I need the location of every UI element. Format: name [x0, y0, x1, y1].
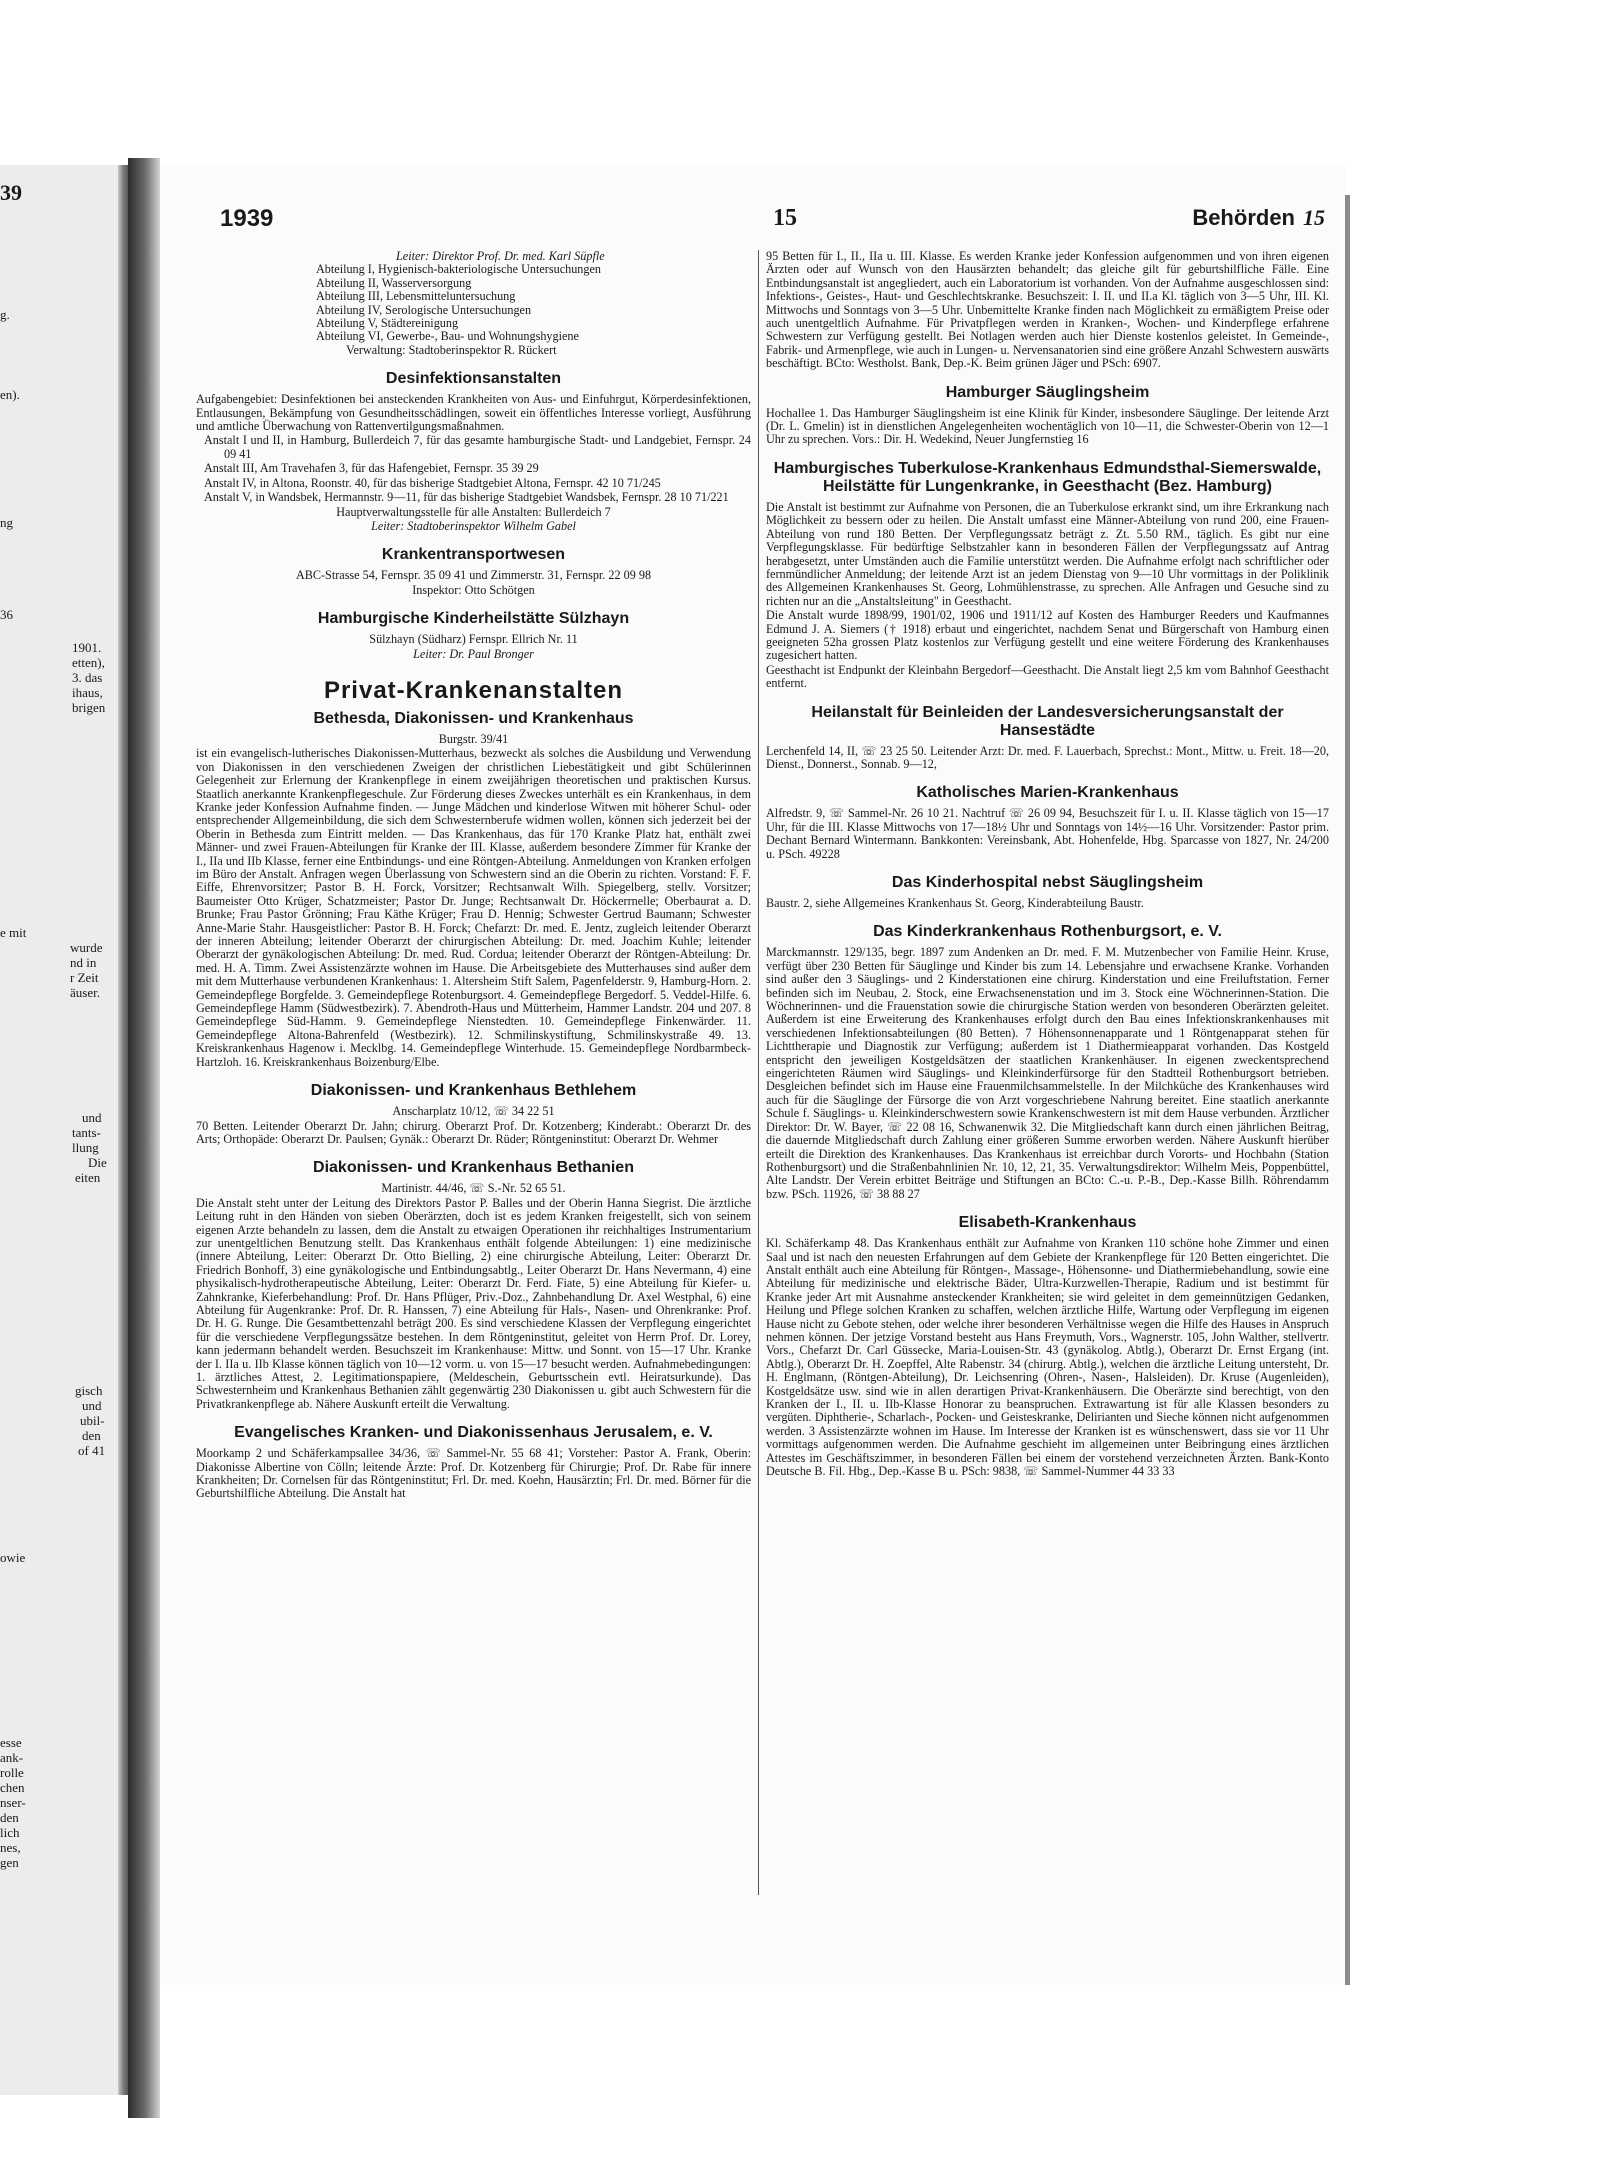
heading-elisabeth: Elisabeth-Krankenhaus	[958, 1214, 1137, 1232]
paragraph: Geesthacht ist Endpunkt der Kleinbahn Bergedorf—Geesthacht. Die Anstalt liegt 2,5 km vom Bahnhof Geesthacht entfernt.	[766, 662, 1329, 691]
paragraph: Martinistr. 44/46, ☏ S.-Nr. 52 65 51.	[381, 1181, 566, 1196]
paragraph: Leiter: Dr. Paul Bronger	[413, 646, 534, 661]
bleed-fragment: ng	[0, 515, 13, 530]
heading-jerusalem: Evangelisches Kranken- und Diakonissenhaus Jerusalem, e. V.	[234, 1424, 713, 1442]
paragraph: Moorkamp 2 und Schäferkampsallee 34/36, ☏ Sammel-Nr. 55 68 41; Vorsteher: Pastor A. Frank, Oberin: Diakonisse Albertine von Cölln; leitende Ärzte: Prof. Dr. Kotzenberg für Chirurgie; Prof. Dr. Rabe für innere Krankheiten; Dr. Cornelsen für das Röntgeninstitut; Frl. Dr. med. Koehn, Hausärztin; Frl. Dr. med. Börner für die Geburtshilfliche Abteilung. Die Anstalt hat	[196, 1446, 751, 1501]
list-item: Anstalt III, Am Travehafen 3, für das Hafengebiet, Fernspr. 35 39 29	[204, 461, 539, 476]
paragraph: ist ein evangelisch-lutherisches Diakonissen-Mutterhaus, bezweckt als solches die Ausbildung und Verwendung von Diakonissen in den verschiedenen Zweigen der christlichen Liebestätigkeit und gibt Schülerinnen Gelegenheit zur Erlernung der Krankenpflege in einem zweijährigen theoretischen und praktischen Kursus. Staatlich anerkannte Krankenpflegeschule. Zur Förderung dieses Zweckes unterhält es ein Krankenhaus, in dem Kranke jeder Konfession Aufnahme finden. — Junge Mädchen und kinderlose Witwen mit höherer Schul- oder entsprechender Allgemeinbildung, die sich dem Schwesternberufe widmen wollen, können sich jederzeit bei der Oberin in Bethesda zum Eintritt melden. — Das Krankenhaus, das für 170 Kranke Platz hat, enthält zwei Männer- und zwei Frauen-Abteilungen für Kranke der III. Klasse, außerdem besondere Zimmer für Kranke der I., IIa und IIb Klasse, ferner eine Entbindungs- und eine Röntgen-Abteilung. Anmeldungen von Kranken erfolgen im Büro der Anstalt. Anfragen wegen Überlassung von Schwestern sind an die Oberin zu richten. Vorstand: F. F. Eiffe, Ehrenvorsitzer; Pastor B. H. Forck, Vorsitzer; Rechtsanwalt Wilh. Spiegelberg, stellv. Vorsitzer; Baumeister Otto Krüger, Schatzmeister; Pastor Dr. Junge; Rechtsanwalt Dr. Höckerrnelle; Oberbaurat a. D. Brunke; Frau Pastor Grönning; Frau Käthe Krüger; Frau D. Hennig; Schwester Gertrud Baumann; Schwester Anne-Marie Stahr. Hausgeistlicher: Pastor B. H. Forck; Chefarzt: Dr. med. E. Jentz, zugleich leitender Oberarzt der inneren Abteilung; leitender Oberarzt der chirurgischen Abteilung: Dr. med. Joachim Kuhle; leitender Oberarzt der gynäkologischen Abteilung: Dr. med. Rud. Cordua; leitender Oberarzt der Röntgen-Abteilung: Dr. med. H. A. Timm. Zwei Assistenzärzte wohnen im Hause. Die Arbeitsgebiete des Mutterhauses sind außer dem mit dem Mutterhause verbundenen Krankenhaus: 1. Altersheim Stift Salem, Pagenfelderstr. 9, Hamburg-Horn. 2. Gemeindepflege Borgfelde. 3. Gemeindepflege Rotenburgsort. 4. Gemeindepflege Bergedorf. 5. Veddel-Hilfe. 6. Gemeindepflege Hamm (Südwestbezirk). 7. Abendroth-Haus und Mütterheim, Hammer Landstr. 204 und 207. 8 Gemeindepflege Süd-Hamm. 9. Gemeindepflege Nienstedten. 10. Gemeindepflege Finkenwärder. 11. Gemeindepflege Altona-Bahrenfeld (Westbezirk). 12. Schmilinskystiftung, Schmilinskystraße 49. 13. Kreiskrankenhaus Hagenow i. Mecklbg. 14. Gemeindepflege Winterhude. 15. Gemeindepflege Nordbarmbeck-Hartzloh. 16. Kreiskrankenhaus Boizenburg/Elbe.	[196, 746, 751, 1069]
bleed-fragment: chen	[0, 1780, 25, 1795]
heading-kinderhospital: Das Kinderhospital nebst Säuglingsheim	[891, 874, 1204, 891]
bleed-fragment: den	[0, 1810, 19, 1825]
page-header	[220, 205, 1325, 235]
heading-krankentransport: Krankentransportwesen	[381, 546, 566, 564]
column-divider	[758, 250, 759, 1895]
page-year: 1939	[220, 205, 274, 232]
bleed-fragment: 36	[0, 607, 13, 622]
heading-marien: Katholisches Marien-Krankenhaus	[916, 784, 1179, 802]
right-column	[766, 250, 1329, 1479]
bleed-fragment: lich	[0, 1825, 20, 1840]
paragraph: 70 Betten. Leitender Oberarzt Dr. Jahn; chirurg. Oberarzt Prof. Dr. Kotzenberg; Kinderabt.: Oberarzt Dr. des Arts; Orthopäde: Oberarzt Dr. Paulsen; Gynäk.: Oberarzt Dr. Rüder; Röntgeninstitut: Oberarzt Dr. Wehmer	[196, 1118, 751, 1146]
page-edge	[1345, 195, 1350, 1985]
bleed-fragment: tants-	[72, 1125, 101, 1140]
list-item: Anstalt IV, in Altona, Roonstr. 40, für das bisherige Stadtgebiet Altona, Fernspr. 42 10 71/245	[204, 475, 661, 490]
bleed-fragment: 3. das	[72, 670, 103, 685]
bleed-fragment: nd in	[70, 955, 97, 970]
paragraph: Die Anstalt wurde 1898/99, 1901/02, 1906 und 1911/12 auf Kosten des Hamburger Reeders und Kaufmannes Edmund J. A. Siemers († 1918) erbaut und eingerichtet, nachdem Senat und Bürgerschaft von Hamburg einen geeigneten 52ha grossen Platz kostenlos zur Verfügung gestellt und eine weitere Förderung des Krankenhauses zugesichert hatten.	[766, 608, 1329, 663]
list-item: Anstalt I und II, in Hamburg, Bullerdeich 7, für das gesamte hamburgische Stadt- und Landgebiet, Fernspr. 24 09 41	[204, 433, 751, 461]
bleed-fragment: gisch	[75, 1383, 103, 1398]
bleed-fragment: g.	[0, 307, 10, 322]
heading-saeuglingsheim: Hamburger Säuglingsheim	[945, 383, 1150, 401]
bleed-fragment: ubil-	[80, 1413, 105, 1428]
paragraph: Lerchenfeld 14, II, ☏ 23 25 50. Leitender Arzt: Dr. med. F. Lauerbach, Sprechst.: Mont., Mittw. u. Freit. 18—20, Dienst., Donnerst., Sonnab. 9—12,	[766, 743, 1329, 771]
left-column	[196, 250, 751, 1502]
bleed-fragment: rolle	[0, 1765, 24, 1780]
bleed-fragment: nes,	[0, 1840, 21, 1855]
heading-bethlehem: Diakonissen- und Krankenhaus Bethlehem	[310, 1082, 637, 1100]
institute-departments: Leiter: Direktor Prof. Dr. med. Karl Süpfle Abteilung I, Hygienisch-bakteriologische Untersuchungen Abteilung II, Wasserversorgung Abteilung III, Lebensmitteluntersuchung Abteilung IV, Serologische Untersuchungen Abteilung V, Städtereinigung Abteilung VI, Gewerbe-, Bau- und Wohnungshygiene Verwaltung: Stadtoberinspektor R. Rückert	[316, 249, 605, 357]
paragraph: Aufgabengebiet: Desinfektionen bei ansteckenden Krankheiten von Aus- und Einfuhrgut, Körperdesinfektionen, Entlausungen, Bekämpfung von Gesundheitsschädlingen, soweit ein öffentliches Interesse vorliegt, Ausführung und amtliche Überwachung von Rattenvertilgungsmaßnahmen.	[196, 392, 751, 434]
heading-bethanien: Diakonissen- und Krankenhaus Bethanien	[313, 1159, 634, 1177]
bleed-fragment: ihaus,	[72, 685, 103, 700]
bleed-fragment: eiten	[75, 1170, 101, 1185]
heading-bethesda: Bethesda, Diakonissen- und Krankenhaus	[313, 709, 634, 727]
bleed-fragment: den	[82, 1428, 101, 1443]
bleed-fragment: en).	[0, 387, 20, 402]
bleed-fragment: äuser.	[70, 985, 100, 1000]
bleed-fragment: und	[82, 1398, 102, 1413]
paragraph: Alfredstr. 9, ☏ Sammel-Nr. 26 10 21. Nachtruf ☏ 26 09 94, Besuchszeit für I. u. II. Klasse täglich von 15—17 Uhr, für die III. Klasse Mittwochs von 17—18½ Uhr und Sonntags von 14½—16 Uhr. Vorsitzender: Pastor prim. Dechant Bernard Wintermann. Bankkonten: Vereinsbank, Abt. Hohenfelde, Hbg. Sparcasse von 1827, Nr. 24/200 u. PSch. 49228	[766, 806, 1329, 861]
book-gutter	[128, 158, 160, 2118]
paragraph: Leiter: Stadtoberinspektor Wilhelm Gabel	[371, 518, 576, 533]
bleed-fragment: brigen	[72, 700, 106, 715]
paragraph: Sülzhayn (Südharz) Fernspr. Ellrich Nr. 11	[369, 632, 578, 647]
paragraph: ABC-Strasse 54, Fernspr. 35 09 41 und Zimmerstr. 31, Fernspr. 22 09 98	[295, 568, 652, 583]
bleed-fragment: e mit	[0, 925, 27, 940]
bleed-fragment: of 41	[78, 1443, 106, 1458]
heading-suelzhayn: Hamburgische Kinderheilstätte Sülzhayn	[317, 610, 630, 628]
heading-rothenburgsort: Das Kinderkrankenhaus Rothenburgsort, e. V.	[873, 923, 1222, 941]
paragraph: Hochallee 1. Das Hamburger Säuglingsheim ist eine Klinik für Kinder, insbesondere Säuglinge. Der leitende Arzt (Dr. L. Gmelin) ist in dienstlichen Angelegenheiten wochentäglich von 10—11, die Schwester-Oberin von 12—1 Uhr zu sprechen. Vors.: Dir. H. Wedekind, Neuer Jungfernstieg 16	[766, 405, 1329, 447]
paragraph: Inspektor: Otto Schötgen	[412, 582, 535, 597]
bleed-fragment: und	[82, 1110, 102, 1125]
heading-tuberkulose: Hamburgisches Tuberkulose-Krankenhaus Edmundsthal-Siemerswalde, Heilstätte für Lungenkranke, in Geesthacht (Bez. Hamburg)	[773, 459, 1322, 495]
bleed-fragment: owie	[0, 1550, 26, 1565]
bleed-fragment: gen	[0, 1855, 19, 1870]
paragraph: Die Anstalt steht unter der Leitung des Direktors Pastor P. Balles und der Oberin Hanna Siegrist. Die ärztliche Leitung ruht in den Händen von sieben Oberärzten, doch ist es jedem Kranken freigestellt, sich von seinem eigenen Arzte behandeln zu lassen, dem die Anstalt zu etwaigen Operationen ihr reichhaltiges Instrumentarium zur unentgeltlichen Benutzung stellt. Das Krankenhaus enthält folgende Abteilungen: 1) eine medizinische (innere Abteilung, Leiter: Oberarzt Dr. Otto Bielling, 2) eine chirurgische Abteilung, Leiter: Oberarzt Dr. Friedrich Bonhoff, 3) eine gynäkologische und Entbindungsabtlg., Leiter Oberarzt Dr. Hans Nevermann, 4) eine physikalisch-hydrotherapeutische Abteilung, Leiter: Oberarzt Dr. Ferd. Fiate, 5) eine Abteilung für Kiefer- u. Zahnkranke, Kieferbehandlung: Prof. Dr. Hans Pflüger, Priv.-Doz., Zahnbehandlung Dr. Axel Westphal, 6) eine Abteilung für Augenkranke: Prof. Dr. R. Hanssen, 7) eine Abteilung für Hals-, Nasen- und Ohrenkranke: Prof. Dr. H. G. Runge. Die Gesamtbettenzahl beträgt 200. Es sind verschiedene Klassen der Verpflegung eingerichtet für die verschiedene Verpflegungssätze bestehen. In dem Röntgeninstitut, geleitet von Herrn Prof. Dr. Lorey, kann jedermann behandelt werden. Besuchszeit im Krankenhause: Mittw. und Sonnt. von 15—17 Uhr. Kranke der I. IIa u. IIb Klasse können täglich von 10—12 vorm. u. von 15—17 besucht werden. Aufnahmebedingungen: 1. ärztliches Attest, 2. Legitimationspapiere, (Meldeschein, Geburtsschein evtl. Heiratsurkunde). Das Schwesternheim und Krankenhaus Bethanien zählt gegenwärtig 230 Diakonissen u. gibt auch Schwestern für die Privatkrankenpflege ab. Nähere Auskunft erteilt die Verwaltung.	[196, 1195, 751, 1411]
section-title: Behörden 15	[1192, 205, 1325, 230]
page-number: 15	[773, 205, 797, 231]
document-page	[160, 165, 1345, 1985]
paragraph: 95 Betten für I., II., IIa u. III. Klasse. Es werden Kranke jeder Konfession aufgenommen und von ihren eigenen Ärzten oder auf Wunsch von den Hausärzten behandelt; das gleiche gilt für geburtshilfliche Fälle. Eine Entbindungsanstalt ist angegliedert, auch ein Laboratorium ist vorhanden. Von der Aufnahme ausgeschlossen sind: Infektions-, Geistes-, Haut- und Geschlechtskranke. Besuchszeit: I. II. und II.a Kl. täglich von 3—5 Uhr, III. Kl. Mittwochs und Sonntags von 3—5 Uhr. Unbemittelte Kranke finden nach Möglichkeit zu ermäßigtem Preise oder auch unentgeltlich Aufnahme. Für Privatpflegen werden in Kranken-, Wochen- und Kinderpflege erfahrene Schwestern zur Verfügung gestellt. Bei Notlagen werden auch hier Dienste kostenlos geleistet. In Gemeinde-, Fabrik- und Armenpflege, wie auch in Lungen- u. Nervensanatorien sind eine größere Anzahl Schwestern auswärts beschäftigt. BCto: Westholst. Bank, Dep.-K. Beim grünen Jäger und PSch: 6907.	[766, 249, 1329, 371]
paragraph: Hauptverwaltungsstelle für alle Anstalten: Bullerdeich 7	[336, 504, 611, 519]
bleed-fragment: 1901.	[72, 640, 102, 655]
list-item: Anstalt V, in Wandsbek, Hermannstr. 9—11, für das bisherige Stadtgebiet Wandsbek, Fernspr. 28 10 71/221	[204, 490, 729, 505]
heading-beinleiden: Heilanstalt für Beinleiden der Landesversicherungsanstalt der Hansestädte	[811, 703, 1284, 739]
heading-desinfektion: Desinfektionsanstalten	[385, 370, 562, 388]
adjacent-page-bleed	[0, 165, 128, 2095]
bleed-fragment: llung	[72, 1140, 99, 1155]
bleed-fragment: r Zeit	[70, 970, 99, 985]
paragraph: Kl. Schäferkamp 48. Das Krankenhaus enthält zur Aufnahme von Kranken 110 schöne hohe Zimmer und einen Saal und ist nach den neuesten Erfahrungen auf dem Gebiete der Krankenpflege für 120 Betten eingerichtet. Die Anstalt enthält auch eine Abteilung für Röntgen-, Massage-, Höhensonne- und Diathermiebehandlung, sowie eine Abteilung für medizinische und elektrische Bäder, Ultra-Kurzwellen-Therapie, Radium und ist bestimmt für Kranke jeder Art mit Ausnahme ansteckender Krankheiten; sie wird geleitet in dem gemeinnützigen Gedanken, Heilung und Pflege solchen Kranken zu schaffen, welchen ärztliche Hilfe, Wartung oder Verpflegung im eigenen Hause nicht zu Gebote stehen, oder welche ihrer besonderen Verhältnisse wegen die Hilfe des Hauses in Anspruch nehmen können. Der jetzige Vorstand besteht aus Hans Freymuth, Vors., Wagnerstr. 105, John Walther, stellvertr. Vors., Chefarzt Dr. Carl Güssecke, Maria-Louisen-Str. 43 (gynäkolog. Abtlg.), Oberarzt Dr. Ernst Ergang (int. Abtlg.), Oberarzt Dr. H. Zoepffel, Alte Rabenstr. 34 (chirurg. Abtlg.), welchen die ärztliche Leitung untersteht, Dr. H. Englmann, (Röntgen-Abteilung), Dr. Leichsenring (Ohren-, Nasen-, Halsleiden). Dr. Kruse (Augenleiden), Kostgeldsätze usw. sind wie in allen derartigen Privat-Krankenhäusern. Die Oberärzte sind berechtigt, von den Kranken der I., II. u. IIb-Klasse Honorar zu beanspruchen. Extrawartung ist für alle Klassen besonders zu vergüten. Diphtherie-, Scharlach-, Pocken- und Geisteskranke, Delirianten und Sieche können nicht aufgenommen werden. 3 Assistenzärzte wohnen im Hause. Im Interesse der Kranken ist es wünschenswert, dass sie vor 11 Uhr vormittags aufgenommen werden. Die Aufnahme geschieht im allgemeinen unter Beibringung eines ärztlichen Attestes im Geschäftszimmer, in besonderen Fällen bei einem der vorstehend verzeichneten Ärzten. Bank-Konto Deutsche B. Fil. Hbg., Dep.-Kasse B u. PSch: 9838, ☏ Sammel-Nummer 44 33 33	[766, 1236, 1329, 1479]
heading-privat-krankenanstalten: Privat-Krankenanstalten	[323, 676, 624, 704]
bleed-fragment: esse	[0, 1735, 22, 1750]
paragraph: Burgstr. 39/41	[438, 731, 509, 746]
bleed-fragment: etten),	[72, 655, 105, 670]
bleed-fragment: 39	[0, 180, 22, 205]
bleed-fragment: nser-	[0, 1795, 26, 1810]
paragraph: Marckmannstr. 129/135, begr. 1897 zum Andenken an Dr. med. F. M. Mutzenbecher von Familie Heinr. Kruse, verfügt über 230 Betten für Säuglinge und Kinder bis zum 14. Lebensjahre und erwachsene Kranke. Vorhanden sind außer den 3 Säuglings- und 2 Kinderstationen eine chirurg. Kinderstation und eine Freiluftstation. Ferner befinden sich im Neubau, 2. Stock, eine Erwachsenenstation und im 3. Stock eine Wöchnerinnen-Station. Die Wöchnerinnen- und die Frauenstation sowie die chirurgische Station werden von besonderen Oberärzten geleitet. Außerdem ist eine Erweiterung des Krankenhauses erfolgt durch den Bau eines Infektionskrankenhauses mit verschiedenen Infektionsabteilungen (80 Betten). 7 Höhensonnenapparate und 1 Röntgenapparat stehen für Lichttherapie und Diagnostik zur Verfügung; außerdem ist 1 Diathermieapparat vorhanden. Das Kostgeld entspricht den jeweiligen Kostgeldsätzen der staatlichen Krankenhäuser. In eigenen zweckentsprechend eingerichteten Räumen wird Säuglings- und Kleinkinderfürsorge für den Stadtteil Rothenburgsort betrieben. Desgleichen befindet sich im Hause eine Frauenmilchsammelstelle. In der Milchküche des Krankenhauses wird auch für die Säuglinge der Fürsorge die von Arzt vorgeschriebene Nahrung bereitet. Eine staatlich anerkannte Schule f. Säuglings- u. Kleinkinderschwestern sowie Krankenschwestern ist mit dem Hause verbunden. Ärztlicher Direktor: Dr. W. Bayer, ☏ 22 08 16, Schwanenwik 32. Die Mitgliedschaft kann durch einen jährlichen Beitrag, die dauernde Mitgliedschaft durch Zahlung einer größeren Summe erworben werden. Nähere Auskunft hierüber erteilt die Direktion des Krankenhauses. Das Krankenhaus ist erreichbar durch Vororts- und Hochbahn (Station Rothenburgsort) und die Straßenbahnlinien Nr. 10, 12, 21, 35. Verwaltungsdirektor: Wilhelm Meis, Poppenbüttel, Alte Landstr. Der Verein erbittet Beiträge und Stiftungen an BCto: C.-u. P.-B., Dep.-Kasse Billh. Röhrendamm bzw. PSch. 11926, ☏ 38 88 27	[766, 945, 1329, 1201]
bleed-fragment: Die	[88, 1155, 107, 1170]
paragraph: Baustr. 2, siehe Allgemeines Krankenhaus St. Georg, Kinderabteilung Baustr.	[766, 896, 1144, 910]
paragraph: Anscharplatz 10/12, ☏ 34 22 51	[392, 1104, 555, 1119]
paragraph: Die Anstalt ist bestimmt zur Aufnahme von Personen, die an Tuberkulose erkrankt sind, um ihre Erkrankung nach Möglichkeit zu bessern oder zu heilen. Die Anstalt umfasst eine Männer-Abteilung von rund 200, eine Frauen-Abteilung von rund 180 Betten. Der Verpflegungssatz beträgt z. Zt. 5.50 RM., täglich. Es gibt nur eine Verpflegungsklasse. Für bedürftige Selbstzahler kann in besonderen Fällen der Verpflegungssatz auf Antrag herabgesetzt, unter Umständen auch die Familie unterstützt werden. Die Aufnahme erfolgt nach schriftlicher oder fernmündlicher Anmeldung; der leitende Arzt ist an jedem Dienstag von 9—10 Uhr vormittags in der Poliklinik des Allgemeinen Krankenhauses St. Georg, Lohmühlenstrasse, zu sprechen. Alle Anfragen und Gesuche sind zu richten nur an die „Anstaltsleitung" in Geesthacht.	[766, 499, 1329, 608]
bleed-fragment: wurde	[70, 940, 103, 955]
bleed-fragment: ank-	[0, 1750, 24, 1765]
